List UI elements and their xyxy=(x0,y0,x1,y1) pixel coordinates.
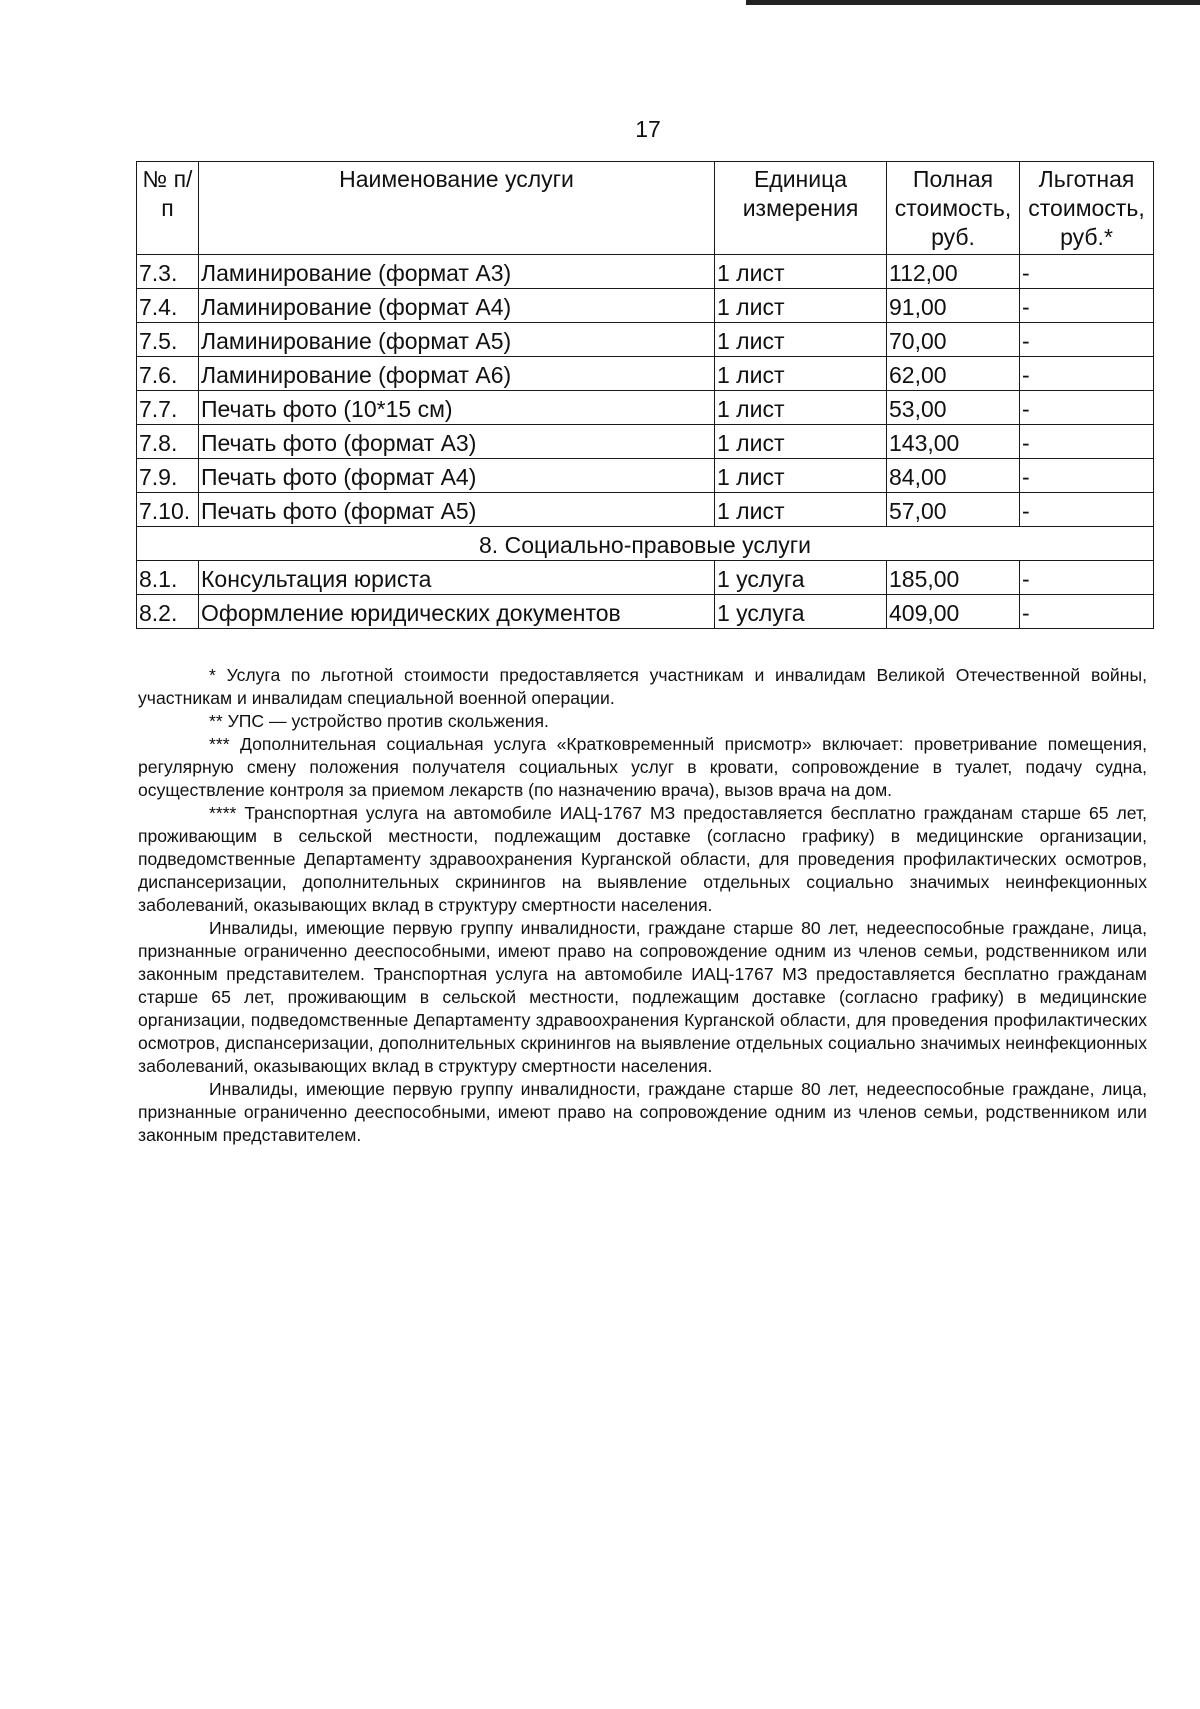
row-unit: 1 лист xyxy=(715,493,887,527)
row-num: 7.8. xyxy=(137,425,199,459)
row-discount-price: - xyxy=(1020,255,1154,289)
row-unit: 1 лист xyxy=(715,459,887,493)
row-discount-price: - xyxy=(1020,459,1154,493)
row-service-name: Печать фото (формат А3) xyxy=(199,425,715,459)
table-row xyxy=(137,561,1154,595)
scan-edge-line xyxy=(746,0,1200,5)
table-row xyxy=(137,255,1154,289)
table-row xyxy=(137,493,1154,527)
row-unit: 1 лист xyxy=(715,289,887,323)
table-header-row xyxy=(137,162,1154,255)
row-unit: 1 лист xyxy=(715,391,887,425)
section-title: 8. Социально-правовые услуги xyxy=(137,527,1154,561)
row-num: 7.4. xyxy=(137,289,199,323)
header-num: № п/п xyxy=(137,162,199,255)
footnote-ups: ** УПС — устройство против скольжения. xyxy=(209,711,549,731)
table-row xyxy=(137,357,1154,391)
row-service-name: Печать фото (формат А5) xyxy=(199,493,715,527)
footnote-discount: * Услуга по льготной стоимости предоставляется участникам и инвалидам Великой Отечественной войны, участникам и инвалидам специальной военной операции. xyxy=(138,665,1147,708)
row-service-name: Печать фото (формат А4) xyxy=(199,459,715,493)
row-unit: 1 услуга xyxy=(715,561,887,595)
row-discount-price: - xyxy=(1020,561,1154,595)
footnote-transport-service: **** Транспортная услуга на автомобиле ИАЦ-1767 МЗ предоставляется бесплатно гражданам старше 65 лет, проживающим в сельской местности, подлежащим доставке (согласно графику) в медицинские организации, подведомственные Департаменту здравоохранения Курганской области, для проведения профилактических осмотров, диспансеризации, дополнительных скринингов на выявление отдельных социально значимых неинфекционных заболеваний, оказывающих вклад в структуру смертности населения. xyxy=(138,803,1147,915)
row-full-price: 62,00 xyxy=(887,357,1020,391)
row-num: 8.1. xyxy=(137,561,199,595)
row-num: 7.10. xyxy=(137,493,199,527)
row-full-price: 57,00 xyxy=(887,493,1020,527)
row-service-name: Оформление юридических документов xyxy=(199,595,715,629)
row-service-name: Ламинирование (формат А3) xyxy=(199,255,715,289)
row-num: 7.9. xyxy=(137,459,199,493)
row-discount-price: - xyxy=(1020,493,1154,527)
row-discount-price: - xyxy=(1020,289,1154,323)
footnote-accompaniment-transport: Инвалиды, имеющие первую группу инвалидности, граждане старше 80 лет, недееспособные граждане, лица, признанные ограниченно дееспособными, имеют право на сопровождение одним из членов семьи, родственником или законным представителем. Транспортная услуга на автомобиле ИАЦ-1767 МЗ предоставляется бесплатно гражданам старше 65 лет, проживающим в сельской местности, подлежащим доставке (согласно графику) в медицинские организации, подведомственные Департаменту здравоохранения Курганской области, для проведения профилактических осмотров, диспансеризации, дополнительных скринингов на выявление отдельных социально значимых неинфекционных заболеваний, оказывающих вклад в структуру смертности населения. xyxy=(138,918,1147,1076)
row-full-price: 112,00 xyxy=(887,255,1020,289)
table-row xyxy=(137,595,1154,629)
row-num: 8.2. xyxy=(137,595,199,629)
header-discount-price: Льготная стоимость, руб.* xyxy=(1020,162,1154,255)
table-row xyxy=(137,391,1154,425)
table-row xyxy=(137,425,1154,459)
row-num: 7.6. xyxy=(137,357,199,391)
row-full-price: 143,00 xyxy=(887,425,1020,459)
row-service-name: Ламинирование (формат А5) xyxy=(199,323,715,357)
header-unit: Единица измерения xyxy=(715,162,887,255)
table-row xyxy=(137,289,1154,323)
services-price-table xyxy=(136,161,1154,629)
footnote-accompaniment: Инвалиды, имеющие первую группу инвалидности, граждане старше 80 лет, недееспособные граждане, лица, признанные ограниченно дееспособными, имеют право на сопровождение одним из членов семьи, родственником или законным представителем. xyxy=(138,1079,1147,1145)
table-row xyxy=(137,459,1154,493)
row-discount-price: - xyxy=(1020,391,1154,425)
row-num: 7.5. xyxy=(137,323,199,357)
row-discount-price: - xyxy=(1020,323,1154,357)
row-unit: 1 услуга xyxy=(715,595,887,629)
row-service-name: Консультация юриста xyxy=(199,561,715,595)
row-full-price: 84,00 xyxy=(887,459,1020,493)
page-number: 17 xyxy=(635,116,661,142)
header-full-price: Полная стоимость, руб. xyxy=(887,162,1020,255)
row-discount-price: - xyxy=(1020,425,1154,459)
row-full-price: 53,00 xyxy=(887,391,1020,425)
row-service-name: Ламинирование (формат А4) xyxy=(199,289,715,323)
row-full-price: 409,00 xyxy=(887,595,1020,629)
row-full-price: 185,00 xyxy=(887,561,1020,595)
header-service-name: Наименование услуги xyxy=(199,162,715,255)
section-row xyxy=(137,527,1154,561)
table-row xyxy=(137,323,1154,357)
row-service-name: Ламинирование (формат А6) xyxy=(199,357,715,391)
row-full-price: 91,00 xyxy=(887,289,1020,323)
row-unit: 1 лист xyxy=(715,357,887,391)
footnotes-block xyxy=(138,664,1147,1147)
row-discount-price: - xyxy=(1020,595,1154,629)
row-num: 7.7. xyxy=(137,391,199,425)
row-full-price: 70,00 xyxy=(887,323,1020,357)
row-unit: 1 лист xyxy=(715,255,887,289)
row-unit: 1 лист xyxy=(715,323,887,357)
row-service-name: Печать фото (10*15 см) xyxy=(199,391,715,425)
row-unit: 1 лист xyxy=(715,425,887,459)
row-discount-price: - xyxy=(1020,357,1154,391)
row-num: 7.3. xyxy=(137,255,199,289)
footnote-short-term-care: *** Дополнительная социальная услуга «Кратковременный присмотр» включает: проветривание помещения, регулярную смену положения получателя социальных услуг в кровати, сопровождение в туалет, подачу судна, осуществление контроля за приемом лекарств (по назначению врача), вызов врача на дом. xyxy=(138,734,1147,800)
